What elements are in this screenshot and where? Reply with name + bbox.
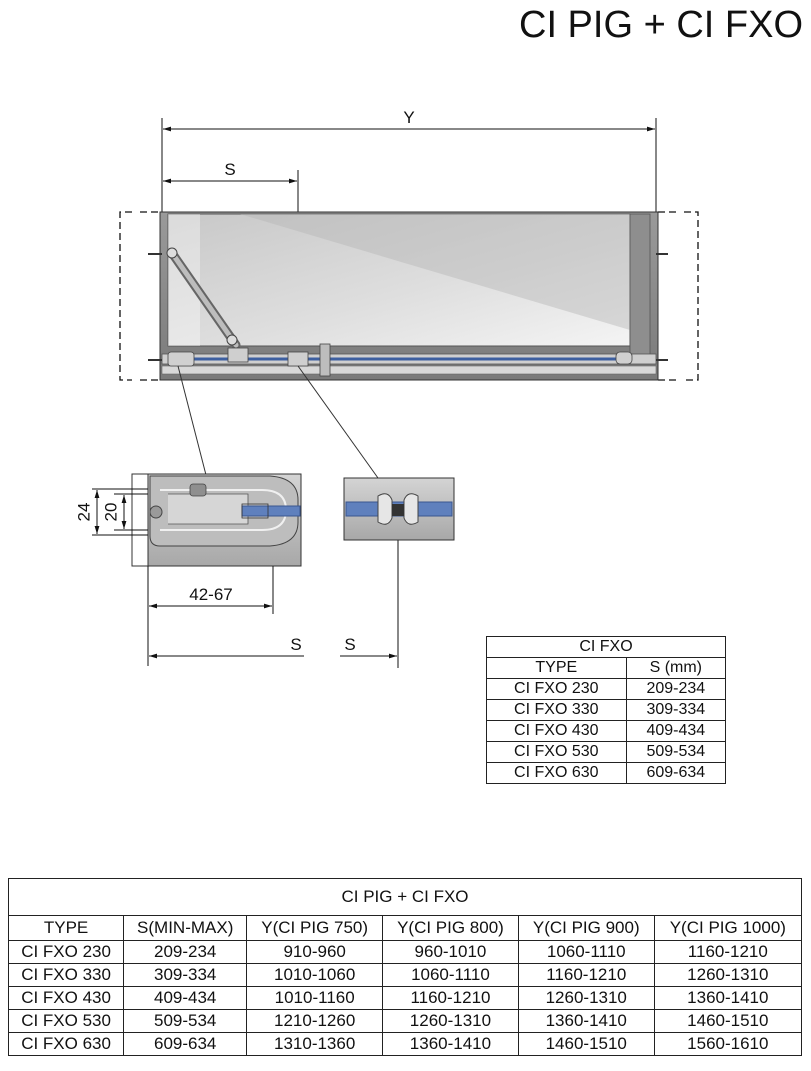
fxo-table-header: TYPE	[487, 658, 627, 679]
leader-line-left	[178, 366, 206, 475]
table-cell: 1310-1360	[247, 1033, 383, 1056]
dimension-s-left-label: S	[290, 635, 302, 654]
table-cell: 1160-1210	[518, 964, 654, 987]
dimension-24-label: 24	[74, 502, 94, 522]
main-table-header: S(MIN-MAX)	[124, 916, 247, 941]
leader-line-right	[298, 366, 378, 478]
table-row	[487, 679, 726, 700]
table-cell: 1360-1410	[518, 1010, 654, 1033]
table-cell: CI FXO 230	[487, 679, 627, 700]
table-cell: 1010-1060	[247, 964, 383, 987]
dimension-42-67	[148, 566, 273, 666]
fxo-table-caption: CI FXO	[487, 637, 726, 658]
table-row	[9, 987, 802, 1010]
table-cell: 1060-1110	[383, 964, 519, 987]
main-table-header: Y(CI PIG 1000)	[654, 916, 801, 941]
table-row	[487, 742, 726, 763]
fxo-table-header: S (mm)	[626, 658, 725, 679]
page-title: CI PIG + CI FXO	[519, 4, 803, 46]
table-row	[9, 941, 802, 964]
dimension-s-right-label: S	[344, 635, 356, 654]
table-cell: 1460-1510	[654, 1010, 801, 1033]
table-cell: 1060-1110	[518, 941, 654, 964]
table-cell: 209-234	[626, 679, 725, 700]
hinge-detail	[132, 474, 301, 566]
table-cell: CI FXO 330	[9, 964, 124, 987]
main-table-caption: CI PIG + CI FXO	[9, 879, 802, 916]
table-cell: CI FXO 530	[9, 1010, 124, 1033]
dimension-y	[162, 108, 656, 215]
main-table-header: TYPE	[9, 916, 124, 941]
table-cell: CI FXO 630	[487, 763, 627, 784]
dimension-42-67-label: 42-67	[189, 585, 233, 604]
table-cell: 1160-1210	[383, 987, 519, 1010]
table-cell: 409-434	[626, 721, 725, 742]
table-cell: CI FXO 330	[487, 700, 627, 721]
table-row	[487, 763, 726, 784]
dimension-20-label: 20	[101, 502, 121, 522]
main-table-header: Y(CI PIG 800)	[383, 916, 519, 941]
table-cell: CI FXO 530	[487, 742, 627, 763]
table-cell: 609-634	[124, 1033, 247, 1056]
table-cell: CI FXO 230	[9, 941, 124, 964]
table-cell: 1210-1260	[247, 1010, 383, 1033]
table-cell: CI FXO 430	[487, 721, 627, 742]
table-cell: CI FXO 430	[9, 987, 124, 1010]
main-table	[8, 878, 802, 1056]
cabinet-top-view	[120, 212, 698, 380]
main-table-header: Y(CI PIG 750)	[247, 916, 383, 941]
table-cell: 309-334	[626, 700, 725, 721]
table-cell: 209-234	[124, 941, 247, 964]
table-cell: 409-434	[124, 987, 247, 1010]
table-cell: 960-1010	[383, 941, 519, 964]
table-row	[9, 1010, 802, 1033]
fxo-table	[486, 636, 726, 784]
seal-detail	[344, 478, 454, 540]
table-cell: 309-334	[124, 964, 247, 987]
table-cell: 910-960	[247, 941, 383, 964]
table-cell: 509-534	[626, 742, 725, 763]
table-row	[9, 964, 802, 987]
table-cell: 1360-1410	[654, 987, 801, 1010]
table-cell: 1260-1310	[383, 1010, 519, 1033]
table-cell: 509-534	[124, 1010, 247, 1033]
table-row	[9, 1033, 802, 1056]
table-cell: CI FXO 630	[9, 1033, 124, 1056]
table-cell: 1560-1610	[654, 1033, 801, 1056]
dimension-y-label: Y	[403, 108, 415, 127]
table-cell: 1160-1210	[654, 941, 801, 964]
table-cell: 1260-1310	[654, 964, 801, 987]
main-table-header: Y(CI PIG 900)	[518, 916, 654, 941]
dimension-s-top-label: S	[224, 160, 236, 179]
table-row	[487, 721, 726, 742]
table-cell: 1460-1510	[518, 1033, 654, 1056]
table-cell: 1260-1310	[518, 987, 654, 1010]
table-cell: 1010-1160	[247, 987, 383, 1010]
table-cell: 609-634	[626, 763, 725, 784]
table-row	[487, 700, 726, 721]
table-cell: 1360-1410	[383, 1033, 519, 1056]
